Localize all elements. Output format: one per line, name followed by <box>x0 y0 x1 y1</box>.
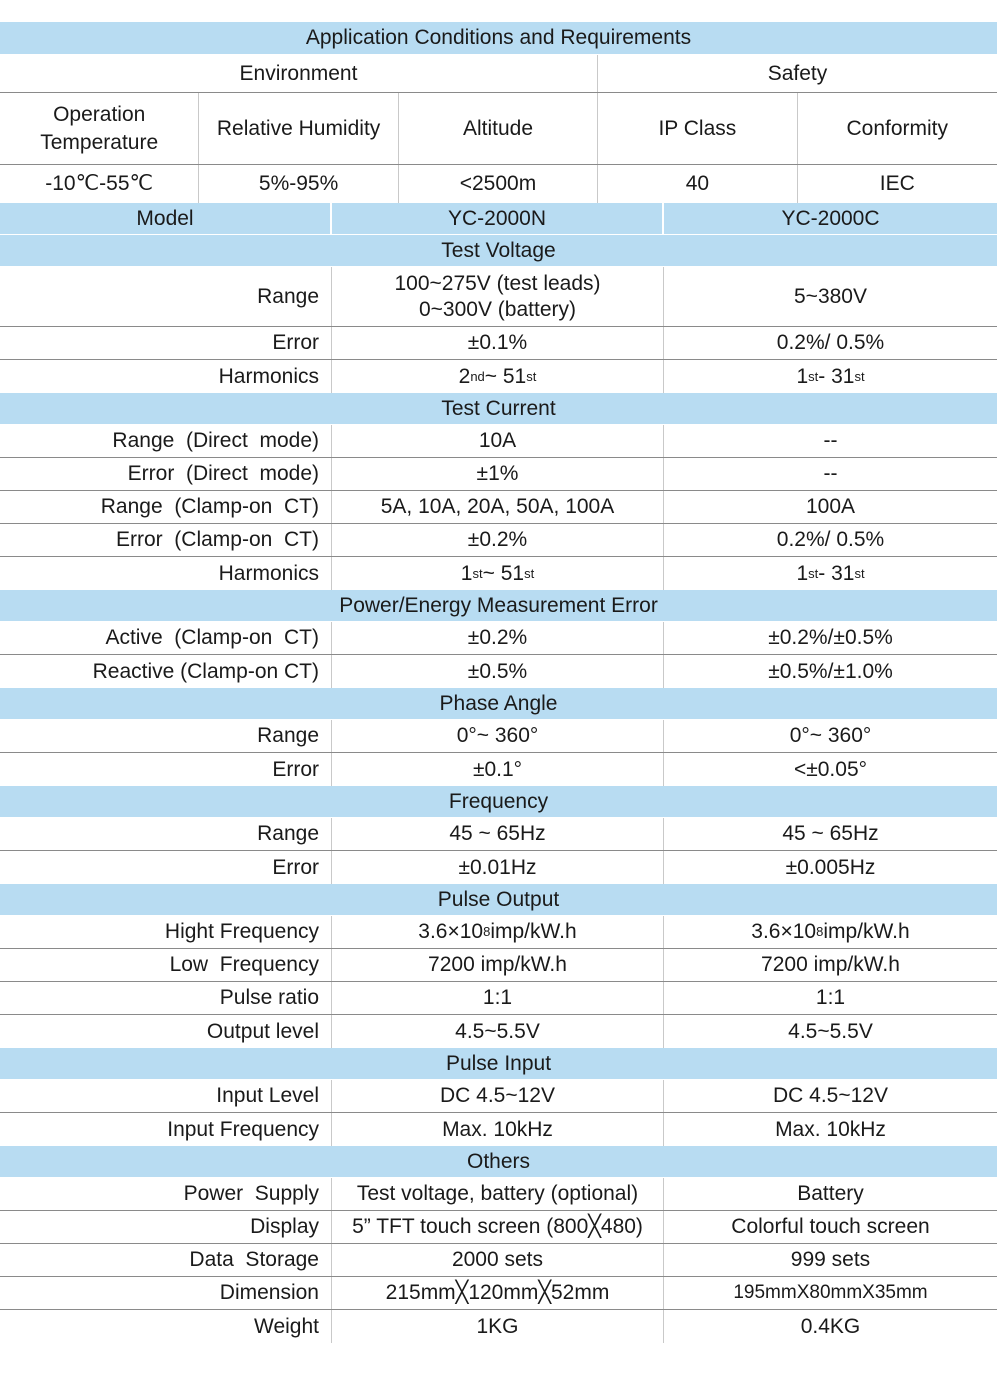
value-yc-2000c: 195mmX80mmX35mm <box>733 1282 928 1303</box>
value-yc-2000n: Max. 10kHz <box>332 1113 664 1146</box>
model-yc-2000c: YC-2000C <box>781 206 880 230</box>
section-title: Test Voltage <box>441 238 556 262</box>
row-label: Range (Clamp-on CT) <box>0 491 332 523</box>
group-environment: Environment <box>0 55 598 92</box>
value-yc-2000n: 3.6×10 8 imp/kW.h <box>332 916 664 948</box>
section-title-row-frequency <box>0 786 997 818</box>
row-label: Data Storage <box>0 1244 332 1276</box>
spec-table <box>0 22 997 1343</box>
table-row <box>0 1015 997 1048</box>
value-yc-2000c: 1:1 <box>815 986 846 1009</box>
value-yc-2000n: 1:1 <box>332 982 664 1014</box>
table-row <box>0 1244 997 1277</box>
model-label: Model <box>0 203 332 234</box>
table-row <box>0 1277 997 1310</box>
header-relative-humidity: Relative Humidity <box>199 93 398 164</box>
row-label: Range (Direct mode) <box>0 425 332 457</box>
row-label: Range <box>0 267 332 326</box>
table-row <box>0 458 997 491</box>
model-header-row <box>0 203 997 235</box>
value-yc-2000n: Test voltage, battery (optional) <box>332 1178 664 1210</box>
header-altitude: Altitude <box>399 93 598 164</box>
value-yc-2000c: 0°~ 360° <box>789 724 872 747</box>
value-yc-2000n: 5” TFT touch screen (800╳480) <box>332 1211 664 1243</box>
value-yc-2000n: 5A, 10A, 20A, 50A, 100A <box>332 491 664 523</box>
table-row <box>0 491 997 524</box>
table-row <box>0 1310 997 1343</box>
value-yc-2000c: 5~380V <box>794 284 867 308</box>
row-label: Input Level <box>0 1080 332 1112</box>
value-yc-2000n: 1 st ~ 51 st <box>332 557 664 590</box>
row-label: Error <box>0 327 332 359</box>
row-label: Output level <box>0 1015 332 1048</box>
table-row <box>0 327 997 360</box>
value-yc-2000n: ±0.2% <box>332 622 664 654</box>
row-label: Error <box>0 753 332 786</box>
value-yc-2000n: 1KG <box>332 1310 664 1343</box>
app-conditions-title: Application Conditions and Requirements <box>305 26 692 49</box>
section-title-row-pulse-input <box>0 1048 997 1080</box>
section-title: Test Current <box>441 396 556 420</box>
table-row <box>0 1113 997 1146</box>
app-conditions-value-row <box>0 165 997 203</box>
row-label: Range <box>0 720 332 752</box>
row-label: Pulse ratio <box>0 982 332 1014</box>
value-yc-2000c: Battery <box>797 1182 864 1205</box>
app-conditions-header-row <box>0 93 997 165</box>
header-operation-temperature <box>0 93 199 164</box>
value-yc-2000n: 215mm╳120mm╳52mm <box>332 1277 664 1309</box>
row-label: Input Frequency <box>0 1113 332 1146</box>
value-yc-2000c: 1 st - 31 st <box>796 364 865 388</box>
value-yc-2000c: Colorful touch screen <box>731 1215 930 1238</box>
row-label: Low Frequency <box>0 949 332 981</box>
table-row <box>0 753 997 786</box>
section-title-row-phase-angle <box>0 688 997 720</box>
value-yc-2000n: 2 nd ~ 51 st <box>332 360 664 393</box>
value-yc-2000c: 7200 imp/kW.h <box>761 953 900 976</box>
row-label: Harmonics <box>0 360 332 393</box>
spec-sections <box>0 235 997 1343</box>
section-title-row-pulse-output <box>0 884 997 916</box>
value-ip-class: 40 <box>598 165 797 203</box>
section-title: Frequency <box>448 789 549 813</box>
table-row <box>0 360 997 393</box>
value-yc-2000c: ±0.2%/±0.5% <box>768 626 893 649</box>
row-label: Weight <box>0 1310 332 1343</box>
value-yc-2000c: DC 4.5~12V <box>773 1084 888 1107</box>
value-relative-humidity: 5%-95% <box>199 165 398 203</box>
table-row <box>0 949 997 982</box>
value-yc-2000c: 3.6×10 8 imp/kW.h <box>751 920 910 943</box>
row-label: Error (Clamp-on CT) <box>0 524 332 556</box>
header-operation-line: Operation <box>53 102 146 126</box>
header-temperature-line: Temperature <box>40 130 159 154</box>
header-ip-class: IP Class <box>598 93 797 164</box>
value-yc-2000c: -- <box>823 429 838 452</box>
value-yc-2000c: 45 ~ 65Hz <box>782 822 879 845</box>
row-label: Hight Frequency <box>0 916 332 948</box>
value-yc-2000n: ±0.01Hz <box>332 851 664 884</box>
section-title-row-test-voltage <box>0 235 997 267</box>
value-yc-2000c: Max. 10kHz <box>775 1117 886 1141</box>
section-title: Pulse Output <box>437 887 560 911</box>
table-row <box>0 655 997 688</box>
value-yc-2000c: 0.2%/ 0.5% <box>776 331 885 354</box>
value-yc-2000c: -- <box>823 462 838 485</box>
table-row <box>0 982 997 1015</box>
table-row <box>0 1178 997 1211</box>
section-title: Power/Energy Measurement Error <box>339 593 658 617</box>
value-yc-2000c: 1 st - 31 st <box>796 561 865 585</box>
row-label: Harmonics <box>0 557 332 590</box>
table-row <box>0 851 997 884</box>
value-yc-2000n: ±0.1° <box>332 753 664 786</box>
table-row <box>0 622 997 655</box>
app-conditions-title-row <box>0 22 997 55</box>
table-row <box>0 557 997 590</box>
value-operation-temperature: -10℃-55℃ <box>0 165 199 203</box>
value-yc-2000n: 4.5~5.5V <box>332 1015 664 1048</box>
value-yc-2000c: ±0.005Hz <box>785 855 876 879</box>
value-yc-2000c: 0.4KG <box>800 1314 861 1338</box>
header-conformity: Conformity <box>846 116 949 140</box>
section-title: Pulse Input <box>445 1051 552 1075</box>
section-title-row-test-current <box>0 393 997 425</box>
value-yc-2000c: 999 sets <box>790 1248 871 1271</box>
value-line: 0~300V (battery) <box>418 297 576 321</box>
row-label: Error <box>0 851 332 884</box>
model-yc-2000n: YC-2000N <box>332 203 664 234</box>
value-yc-2000c: <±0.05° <box>793 757 868 781</box>
section-title: Others <box>466 1149 531 1173</box>
section-title: Phase Angle <box>439 691 558 715</box>
row-label: Active (Clamp-on CT) <box>0 622 332 654</box>
table-row <box>0 524 997 557</box>
row-label: Reactive (Clamp-on CT) <box>0 655 332 688</box>
table-row <box>0 720 997 753</box>
row-label: Dimension <box>0 1277 332 1309</box>
table-row <box>0 1080 997 1113</box>
value-altitude: <2500m <box>399 165 598 203</box>
value-yc-2000n: ±0.5% <box>332 655 664 688</box>
section-title-row-others <box>0 1146 997 1178</box>
value-yc-2000n: ±0.1% <box>332 327 664 359</box>
table-row <box>0 1211 997 1244</box>
value-yc-2000n: ±0.2% <box>332 524 664 556</box>
row-label: Power Supply <box>0 1178 332 1210</box>
group-safety: Safety <box>767 61 828 85</box>
row-label: Error (Direct mode) <box>0 458 332 490</box>
value-yc-2000c: 4.5~5.5V <box>788 1019 873 1043</box>
value-yc-2000c: 100A <box>805 495 856 518</box>
value-yc-2000n: 7200 imp/kW.h <box>332 949 664 981</box>
row-label: Range <box>0 818 332 850</box>
table-row <box>0 818 997 851</box>
value-yc-2000c: 0.2%/ 0.5% <box>776 528 885 551</box>
table-row <box>0 916 997 949</box>
value-yc-2000n: 45 ~ 65Hz <box>332 818 664 850</box>
value-yc-2000n <box>332 267 664 326</box>
section-title-row-power-energy-measurement-error <box>0 590 997 622</box>
value-yc-2000n: DC 4.5~12V <box>332 1080 664 1112</box>
table-row <box>0 425 997 458</box>
value-yc-2000c: ±0.5%/±1.0% <box>768 659 893 683</box>
value-line: 100~275V (test leads) <box>394 271 601 295</box>
app-conditions-group-row <box>0 55 997 93</box>
value-yc-2000n: 2000 sets <box>332 1244 664 1276</box>
row-label: Display <box>0 1211 332 1243</box>
value-yc-2000n: 10A <box>332 425 664 457</box>
value-conformity: IEC <box>879 172 915 195</box>
value-yc-2000n: 0°~ 360° <box>332 720 664 752</box>
table-row <box>0 267 997 327</box>
value-yc-2000n: ±1% <box>332 458 664 490</box>
